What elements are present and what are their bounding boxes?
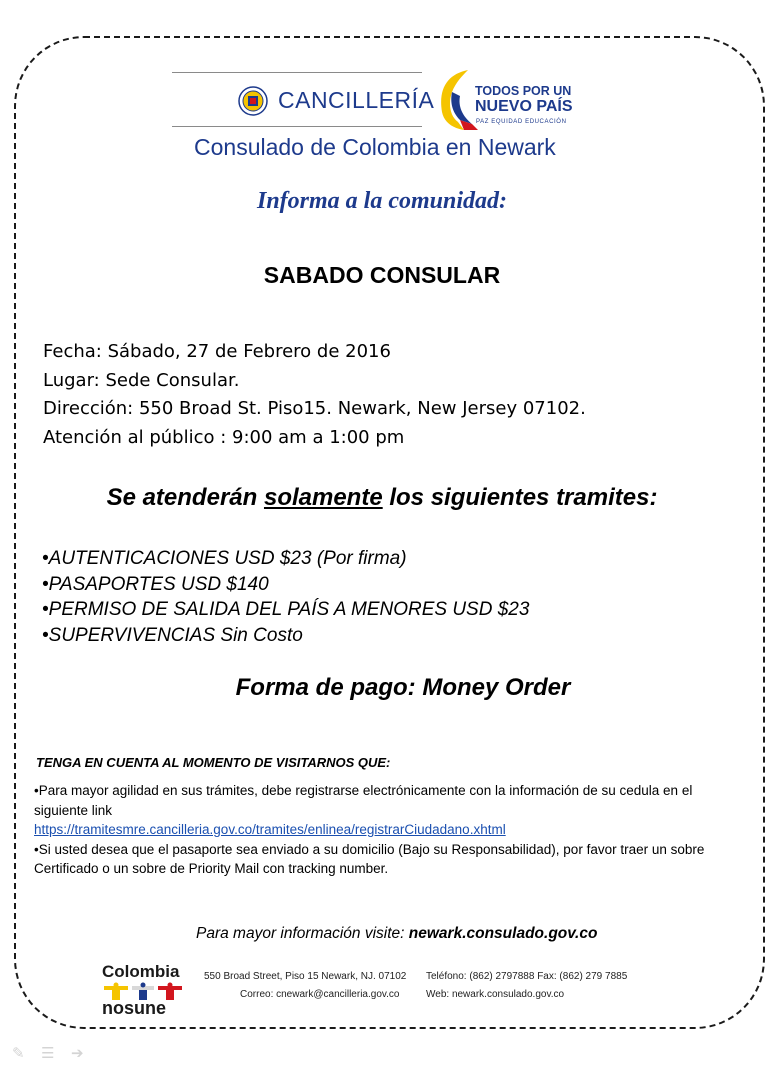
- notice-notes: [34, 781, 734, 879]
- tramites-heading-emph: solamente: [263, 484, 383, 511]
- detail-fecha: Fecha: Sábado, 27 de Febrero de 2016: [43, 341, 391, 362]
- list-item: •AUTENTICACIONES USD $23 (Por firma): [42, 548, 407, 569]
- todos-line-2: NUEVO PAÍS: [475, 98, 573, 115]
- colombia-nos-une-logo: [100, 962, 190, 1022]
- payment-method: Forma de pago: Money Order: [235, 674, 571, 701]
- tramites-list: [42, 546, 529, 648]
- list-item: •PERMISO DE SALIDA DEL PAÍS A MENORES USD $23: [42, 599, 530, 620]
- list-item: •PASAPORTES USD $140: [42, 573, 269, 595]
- header-divider-top: [172, 72, 422, 73]
- coat-of-arms-icon: [238, 86, 268, 116]
- logo-bottom-text: nosune: [102, 998, 167, 1018]
- pen-icon[interactable]: ✎: [12, 1045, 25, 1062]
- event-title: SABADO CONSULAR: [263, 262, 501, 288]
- tramites-heading-pre: Se atenderán: [106, 484, 264, 511]
- dashed-frame: [14, 36, 765, 1029]
- viewer-toolbar: [12, 1044, 96, 1060]
- arrow-right-icon[interactable]: ➔: [70, 1045, 84, 1062]
- detail-atencion: Atención al público : 9:00 am a 1:00 pm: [43, 426, 405, 448]
- tramites-heading-post: los siguientes tramites:: [382, 484, 658, 511]
- intro-heading: Informa a la comunidad:: [256, 188, 508, 214]
- consulado-title: Consulado de Colombia en Newark: [194, 134, 556, 160]
- header-divider-bottom: [172, 126, 422, 127]
- header-logos: [170, 64, 590, 164]
- footer-phone: Teléfono: (862) 2797888 Fax: (862) 279 7885: [426, 971, 628, 982]
- detail-direccion: Dirección: 550 Broad St. Piso15. Newark, New Jersey 07102.: [43, 398, 586, 419]
- footer-web: Web: newark.consulado.gov.co: [426, 989, 565, 1000]
- footer-email: Correo: cnewark@cancilleria.gov.co: [240, 989, 400, 1000]
- cancilleria-label: CANCILLERÍA: [278, 87, 435, 113]
- tramites-heading: [0, 484, 764, 512]
- event-details: [43, 338, 586, 452]
- note-registration: •Para mayor agilidad en sus trámites, debe registrarse electrónicamente con la información de su cedula en el siguiente link: [34, 783, 693, 818]
- more-info-site[interactable]: newark.consulado.gov.co: [408, 925, 598, 942]
- detail-lugar: Lugar: Sede Consular.: [43, 369, 240, 391]
- todos-line-3: PAZ EQUIDAD EDUCACIÓN: [476, 119, 567, 125]
- list-item: •SUPERVIVENCIAS Sin Costo: [42, 624, 303, 646]
- todos-por-un-nuevo-pais-logo-icon: [432, 66, 480, 132]
- notice-heading: TENGA EN CUENTA AL MOMENTO DE VISITARNOS QUE:: [36, 755, 391, 770]
- more-info: [196, 925, 597, 943]
- menu-icon[interactable]: ☰: [41, 1045, 55, 1062]
- todos-line-1: TODOS POR UN: [475, 84, 572, 98]
- more-info-label: Para mayor información visite:: [196, 925, 409, 942]
- footer-address: 550 Broad Street, Piso 15 Newark, NJ. 07102: [204, 971, 407, 982]
- note-passport-mail: •Si usted desea que el pasaporte sea enviado a su domicilio (Bajo su Responsabilidad), por favor traer un sobre Certificado o un sobre de Priority Mail con tracking number.: [34, 841, 705, 876]
- logo-top-text: Colombia: [102, 962, 180, 981]
- registration-link[interactable]: https://tramitesmre.cancilleria.gov.co/tramites/enlinea/registrarCiudadano.xhtml: [34, 822, 506, 837]
